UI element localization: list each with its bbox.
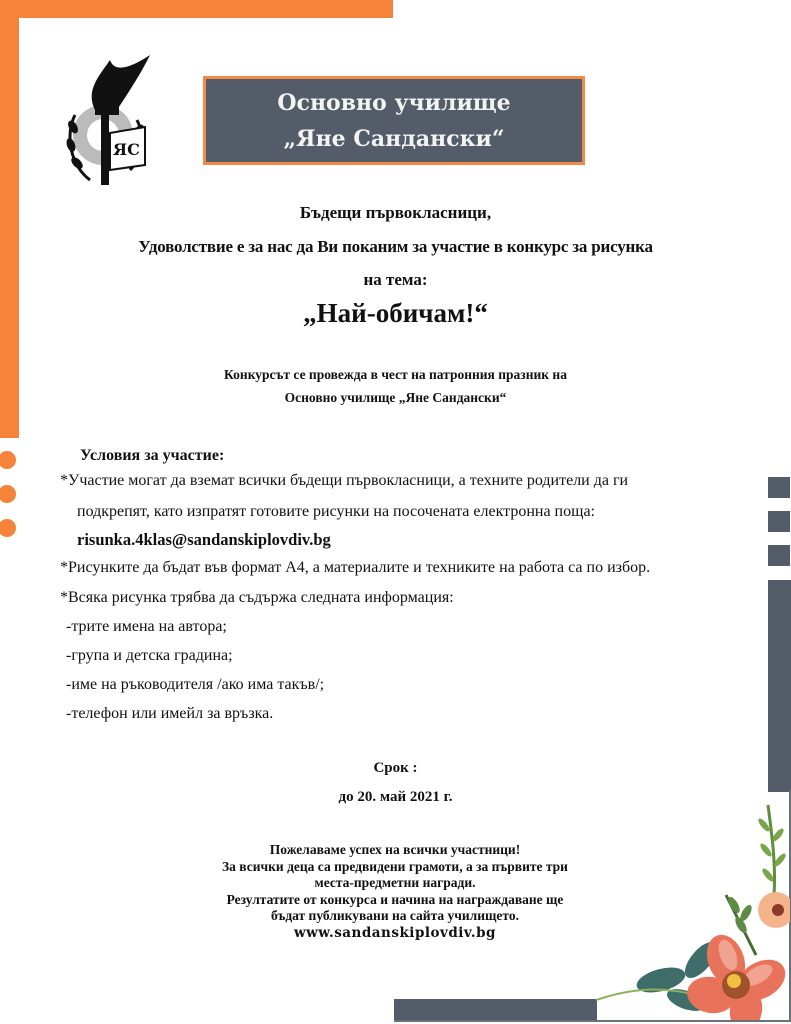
orange-dot [0,451,16,469]
occasion-line-2: Основно училище „Яне Сандански“ [284,390,507,405]
flower-bouquet-icon [596,795,790,1020]
condition-sub-item: -група и детска градина; [66,647,233,664]
invitation-text: Удоволствие е за нас да Ви поканим за участие в конкурс за рисунка [138,237,653,256]
theme-label: на тема: [363,270,428,289]
website-link[interactable]: www.sandanskiplovdiv.bg [293,924,496,941]
contest-email-link[interactable]: risunka.4klas@sandanskiplovdiv.bg [77,530,331,549]
conditions-title: Условия за участие: [80,447,225,464]
condition-line: *Всяка рисунка трябва да съдържа следната информация: [60,589,454,606]
contest-theme: „Най-обичам!“ [303,298,488,328]
orange-dot [0,485,16,503]
title-line-2: „Яне Сандански“ [283,125,505,152]
slate-square [768,477,790,498]
condition-line: подкрепят, като изпратят готовите рисунки на посочената електронна поща: [77,503,595,520]
orange-dot [0,519,16,537]
condition-line: *Рисунките да бъдат във формат А4, а материалите и техниките на работа са по избор. [60,559,651,576]
condition-sub-item: -телефон или имейл за връзка. [66,705,274,722]
occasion-line-1: Конкурсът се провежда в чест на патронния празник на [224,367,567,382]
closing-message [170,842,620,941]
condition-sub-item: -име на ръководителя /ако има такъв/; [66,676,325,693]
svg-text:ЯС: ЯС [113,140,140,159]
floral-decoration [596,795,790,1020]
closing-line: Пожелаваме успех на всички участници! [269,842,521,857]
top-orange-bar [0,0,393,18]
school-logo [55,55,160,190]
closing-line: За всички деца са предвидени грамоти, а за първите три [222,858,568,874]
bottom-frame-line [394,1020,791,1022]
condition-sub-item: -трите имена на автора; [66,618,227,635]
closing-line: Резултатите от конкурса и начина на награждаване ще [226,891,564,907]
deadline-label: Срок : [373,760,418,776]
bottom-slate-bar [394,999,597,1020]
deadline-date: до 20. май 2021 г. [338,789,453,805]
closing-line: бъдат публикувани на сайта училището. [271,908,519,923]
slate-square [768,545,790,566]
torch-wreath-book-icon [55,55,160,190]
condition-line: *Участие могат да вземат всички бъдещи първокласници, а техните родители да ги [60,472,629,489]
title-line-1: Основно училище [277,89,511,116]
school-title-box [203,76,585,165]
greeting: Бъдещи първокласници, [299,203,492,222]
closing-line: места-предметни награди. [314,875,476,890]
slate-square [768,511,790,532]
